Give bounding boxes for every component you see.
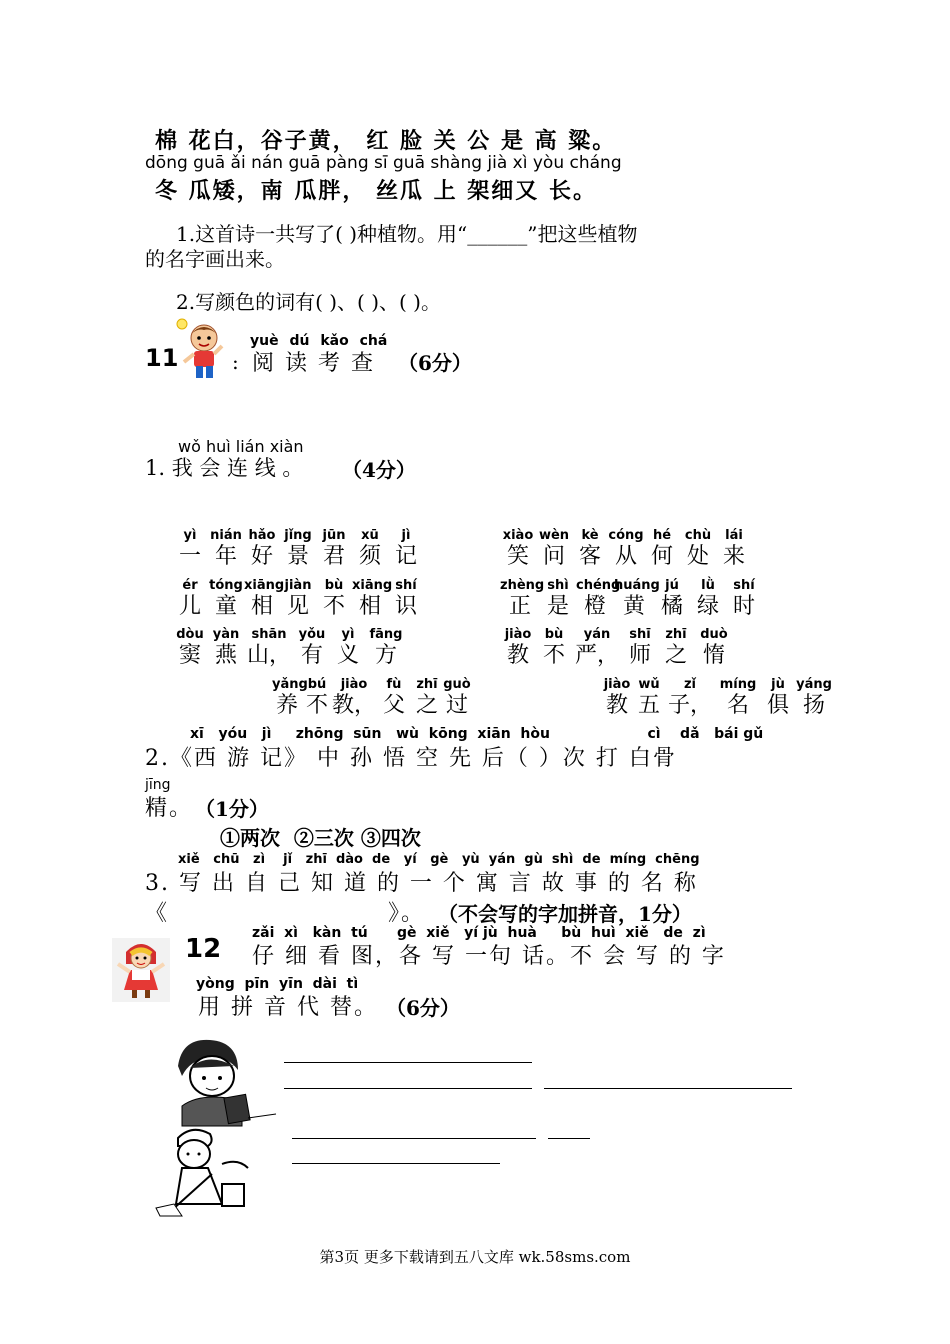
q1-pinyin: wǒ huì lián xiàn — [178, 437, 304, 456]
q3-open-bracket: 《 — [145, 901, 170, 926]
left-verse-1-char-2: nián 年 — [210, 528, 242, 569]
q2-score: （1分） — [195, 797, 269, 821]
right-verse-2-char-5: jú 橘 — [660, 578, 683, 619]
section-12-pinyin: zǎi xì kàn tú gè xiě yí jù huà bù huì xiě de zì — [252, 925, 706, 941]
left-verse-2-char-1: ér 儿 — [178, 578, 201, 619]
left-verse-2-char-7: shí 识 — [394, 578, 417, 619]
writing-line-4[interactable] — [292, 1138, 536, 1139]
sweeping-girl-illustration — [152, 1124, 262, 1218]
left-verse-1-char-3: hǎo 好 — [248, 528, 276, 569]
poem-question-1a: 1.这首诗一共写了( )种植物。用“______”把这些植物 — [176, 222, 638, 246]
poem-question-2: 2.写颜色的词有( )、( )、( )。 — [176, 290, 441, 314]
left-verse-2-char-5: bù 不 — [322, 578, 345, 619]
left-verse-2-char-3: xiāng 相 — [244, 578, 285, 619]
left-verse-3-char-5: yì 义 — [336, 627, 359, 668]
section-11-number: 11 — [145, 344, 179, 372]
writing-line-5[interactable] — [548, 1138, 590, 1139]
section-11-score: （6分） — [398, 351, 472, 375]
section-12-pinyin-2: yòng pīn yīn dài tì — [196, 976, 359, 992]
right-verse-4-char-4: míng 名 — [719, 677, 757, 718]
left-verse-2-char-6: xiāng 相 — [352, 578, 393, 619]
section-11-title: 阅 读 考 查 — [252, 351, 375, 376]
q2-pinyin-2: jīng — [145, 777, 171, 793]
right-verse-4-char-1: jiào 教 — [603, 677, 631, 718]
poem-line-1: 棉 花白，谷子黄， 红 脸 关 公 是 高 粱。 — [155, 128, 617, 154]
left-verse-4-char-2: bú 不 — [305, 677, 328, 718]
q3-close-bracket: 》。 — [388, 901, 426, 926]
left-verse-3-char-4: yǒu 有 — [298, 627, 326, 668]
left-verse-4-char-1: yǎng 养 — [272, 677, 308, 718]
section-12-text: 仔 细 看 图，各 写 一句 话。不 会 写 的 字 — [252, 944, 726, 969]
girl-cartoon-icon — [112, 938, 170, 1002]
right-verse-3-char-5: zhī 之 — [664, 627, 687, 668]
q1-text: 1. 我 会 连 线 。 — [145, 456, 304, 480]
q3-text: 3. 写 出 自 己 知 道 的 一 个 寓 言 故 事 的 名 称 — [145, 871, 698, 896]
q3-pinyin: xiě chū zì jǐ zhī dào de yí gè yù yán gù shì de míng chēng — [178, 852, 700, 867]
left-verse-2-char-4: jiàn 见 — [284, 578, 312, 619]
q2-options: ①两次 ②三次 ③四次 — [220, 826, 421, 850]
q2-text: 2.《西 游 记》 中 孙 悟 空 先 后（ ）次 打 白骨 — [145, 746, 677, 771]
left-verse-4-char-3: jiào 教， — [332, 677, 377, 718]
poem-line-3: 冬 瓜矮，南 瓜胖， 丝瓜 上 架细又 长。 — [155, 178, 597, 204]
right-verse-2-char-7: shí 时 — [732, 578, 755, 619]
right-verse-1-char-7: lái 来 — [722, 528, 745, 569]
writing-line-2[interactable] — [284, 1088, 532, 1089]
reading-boy-illustration — [168, 1036, 278, 1128]
left-verse-3-char-1: dòu 窦 — [176, 627, 204, 668]
right-verse-2-char-4: huáng 黄 — [614, 578, 660, 619]
right-verse-4-char-2: wǔ 五 — [637, 677, 660, 718]
left-verse-3-char-2: yàn 燕 — [212, 627, 240, 668]
right-verse-1-char-2: wèn 问 — [538, 528, 570, 569]
right-verse-1-char-1: xiào 笑 — [502, 528, 534, 569]
left-verse-1-char-5: jūn 君 — [322, 528, 346, 569]
right-verse-1-char-6: chù 处 — [684, 528, 712, 569]
poem-line-2-pinyin: dōng guā ǎi nán guā pàng sī guā shàng jià xì yòu cháng — [145, 153, 622, 173]
left-verse-3-char-3: shān 山， — [246, 627, 291, 668]
right-verse-2-char-6: lǜ 绿 — [696, 578, 719, 619]
right-verse-3-char-4: shī 师 — [628, 627, 651, 668]
q1-score: （4分） — [342, 458, 416, 482]
section-12-score: （6分） — [386, 996, 460, 1020]
section-12-text-2: 用 拼 音 代 替。 — [198, 995, 378, 1020]
left-verse-4-char-5: zhī 之 — [415, 677, 438, 718]
poem-question-1b: 的名字画出来。 — [145, 247, 285, 271]
section-12-number: 12 — [185, 934, 222, 964]
page-footer: 第3页 更多下载请到五八文库 wk.58sms.com — [319, 1248, 631, 1266]
writing-line-1[interactable] — [284, 1062, 532, 1063]
boy-cartoon-icon — [170, 316, 232, 384]
right-verse-1-char-3: kè 客 — [578, 528, 601, 569]
left-verse-3-char-6: fāng 方 — [369, 627, 403, 668]
left-verse-4-char-6: guò 过 — [443, 677, 471, 718]
q2-text-2: 精。 — [145, 796, 194, 821]
left-verse-1-char-4: jǐng 景 — [284, 528, 312, 569]
left-verse-1-char-1: yì 一 — [178, 528, 201, 569]
right-verse-4-char-3: zǐ 子， — [667, 677, 712, 718]
left-verse-1-char-6: xū 须 — [358, 528, 381, 569]
writing-line-3[interactable] — [544, 1088, 792, 1089]
writing-line-6[interactable] — [292, 1163, 500, 1164]
right-verse-3-char-3: yán 严， — [574, 627, 619, 668]
left-verse-4-char-4: fù 父 — [382, 677, 405, 718]
right-verse-2-char-3: chéng 橙 — [576, 578, 621, 619]
section-11-pinyin: yuè dú kǎo chá — [250, 333, 388, 349]
right-verse-2-char-1: zhèng 正 — [500, 578, 545, 619]
right-verse-1-char-5: hé 何 — [650, 528, 673, 569]
q2-pinyin: xī yóu jì zhōng sūn wù kōng xiān hòu cì dǎ bái gǔ — [190, 726, 764, 742]
right-verse-3-char-1: jiào 教 — [504, 627, 532, 668]
left-verse-2-char-2: tóng 童 — [209, 578, 243, 619]
right-verse-1-char-4: cóng 从 — [608, 528, 644, 569]
right-verse-4-char-5: jù 俱 — [766, 677, 789, 718]
right-verse-3-char-6: duò 惰 — [700, 627, 728, 668]
section-11-title-dot: : — [232, 350, 239, 374]
right-verse-3-char-2: bù 不 — [542, 627, 565, 668]
left-verse-1-char-7: jì 记 — [394, 528, 417, 569]
q3-note: （不会写的字加拼音，1分） — [438, 902, 692, 926]
right-verse-2-char-2: shì 是 — [546, 578, 569, 619]
right-verse-4-char-6: yáng 扬 — [796, 677, 832, 718]
